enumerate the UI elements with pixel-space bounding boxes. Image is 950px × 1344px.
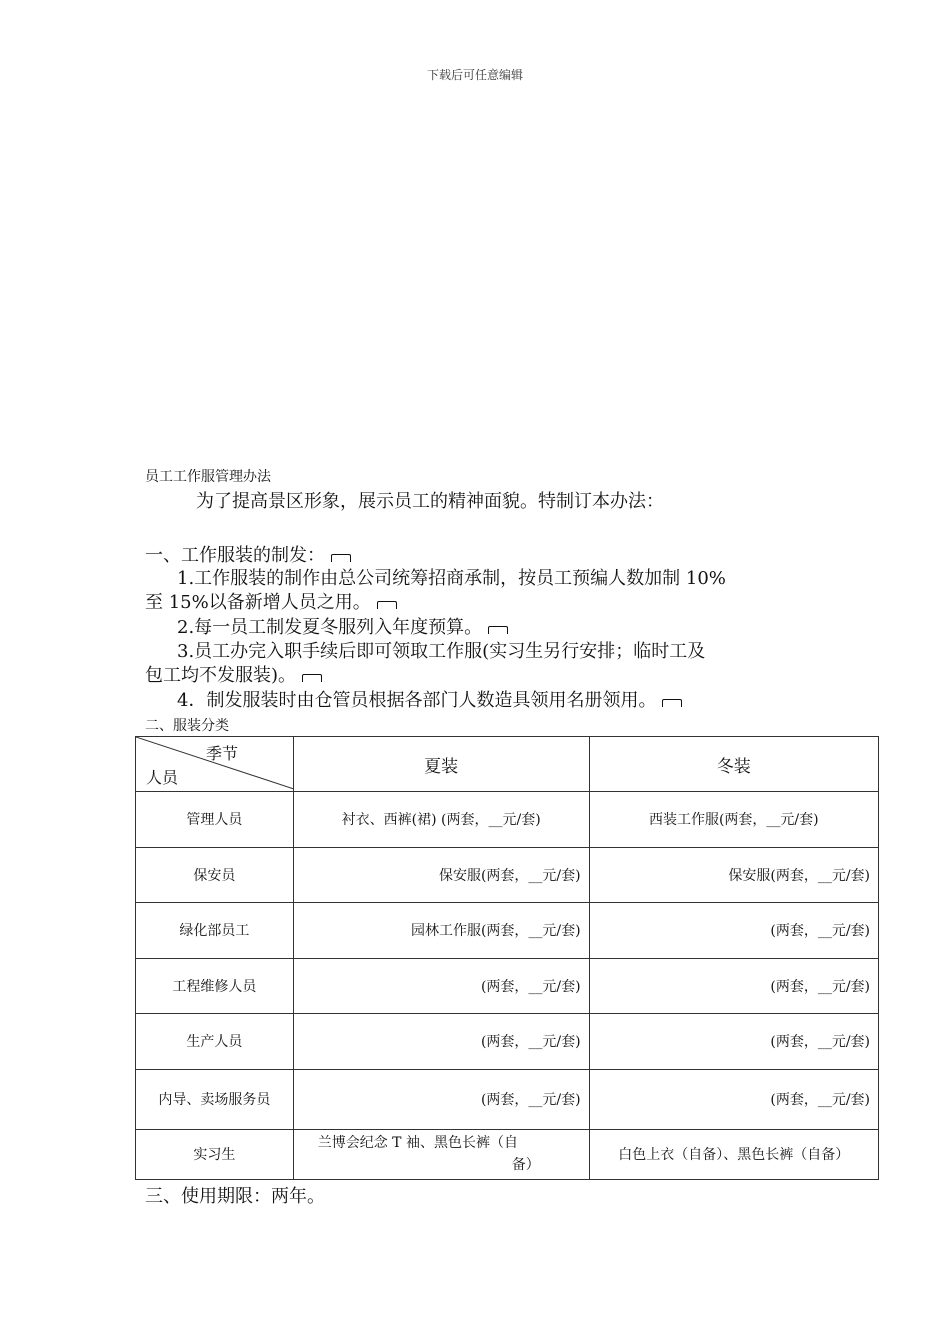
section1-item3-line1: 3.员工办完入职手续后即可领取工作服(实习生另行安排；临时工及 (177, 641, 706, 662)
section1-item2: 2.每一员工制发夏冬服列入年度预算。 (177, 617, 483, 638)
section1-item3-line2-wrap (145, 661, 322, 687)
header-summer: 夏装 (293, 737, 589, 792)
summer-intern-line2: 备） (511, 1157, 540, 1173)
winter-cell: 保安服(两套，__元/套) (589, 847, 878, 903)
table-row (136, 1014, 879, 1070)
winter-cell: (两套，__元/套) (589, 1014, 878, 1070)
section1-item1-line1: 1.工作服装的制作由总公司统筹招商承制，按员工预编人数加制 10% (177, 568, 726, 589)
winter-cell: (两套，__元/套) (589, 1069, 878, 1129)
winter-cell: (两套，__元/套) (589, 958, 878, 1014)
edit-mark-icon (331, 554, 351, 562)
role-cell: 保安员 (136, 847, 294, 903)
winter-cell: 西装工作服(两套，__元/套) (589, 792, 878, 848)
summer-cell: (两套，__元/套) (293, 1069, 589, 1129)
table-row (136, 847, 879, 903)
summer-cell-intern (293, 1129, 589, 1179)
intro-paragraph: 为了提高景区形象，展示员工的精神面貌。特制订本办法： (196, 491, 664, 512)
uniform-table (135, 736, 879, 1180)
section1-item1-line2: 至 15%以备新增人员之用。 (145, 592, 371, 613)
table-row (136, 1069, 879, 1129)
winter-cell: (两套，__元/套) (589, 903, 878, 959)
table-row (136, 903, 879, 959)
summer-cell: 衬衣、西裤(裙) (两套，__元/套) (293, 792, 589, 848)
role-cell: 绿化部员工 (136, 903, 294, 959)
section1-item3-line2: 包工均不发服装)。 (145, 665, 297, 686)
corner-cell (136, 737, 294, 792)
edit-mark-icon (377, 601, 397, 609)
winter-cell: 白色上衣（自备）、黑色长裤（自备） (589, 1129, 878, 1179)
corner-season-label: 季节 (206, 744, 239, 763)
summer-cell: 园林工作服(两套，__元/套) (293, 903, 589, 959)
summer-cell: 保安服(两套，__元/套) (293, 847, 589, 903)
table-header-row (136, 737, 879, 792)
role-cell: 实习生 (136, 1129, 294, 1179)
document-title: 员工工作服管理办法 (145, 469, 271, 485)
role-cell: 生产人员 (136, 1014, 294, 1070)
section2-heading: 二、服装分类 (145, 718, 229, 734)
section1-item4: 4．制发服装时由仓管员根据各部门人数造具领用名册领用。 (177, 690, 657, 711)
page-header: 下载后可任意编辑 (426, 68, 523, 82)
edit-mark-icon (662, 699, 682, 707)
header-winter: 冬装 (589, 737, 878, 792)
corner-person-label: 人员 (146, 768, 179, 787)
table-row (136, 1129, 879, 1179)
edit-mark-icon (488, 626, 508, 634)
section1-item2-wrap (177, 613, 508, 639)
role-cell: 工程维修人员 (136, 958, 294, 1014)
edit-mark-icon (302, 674, 322, 682)
section1-item1-line2-wrap (145, 588, 397, 614)
role-cell: 管理人员 (136, 792, 294, 848)
table-row (136, 958, 879, 1014)
role-cell: 内导、卖场服务员 (136, 1069, 294, 1129)
section3: 三、使用期限：两年。 (145, 1186, 325, 1207)
summer-cell: (两套，__元/套) (293, 1014, 589, 1070)
table-row (136, 792, 879, 848)
summer-cell: (两套，__元/套) (293, 958, 589, 1014)
section1-heading: 一、工作服装的制发： (145, 545, 325, 566)
summer-intern-line1: 兰博会纪念 T 袖、黑色长裤（自 (317, 1135, 518, 1151)
section1-item4-wrap (177, 686, 682, 712)
